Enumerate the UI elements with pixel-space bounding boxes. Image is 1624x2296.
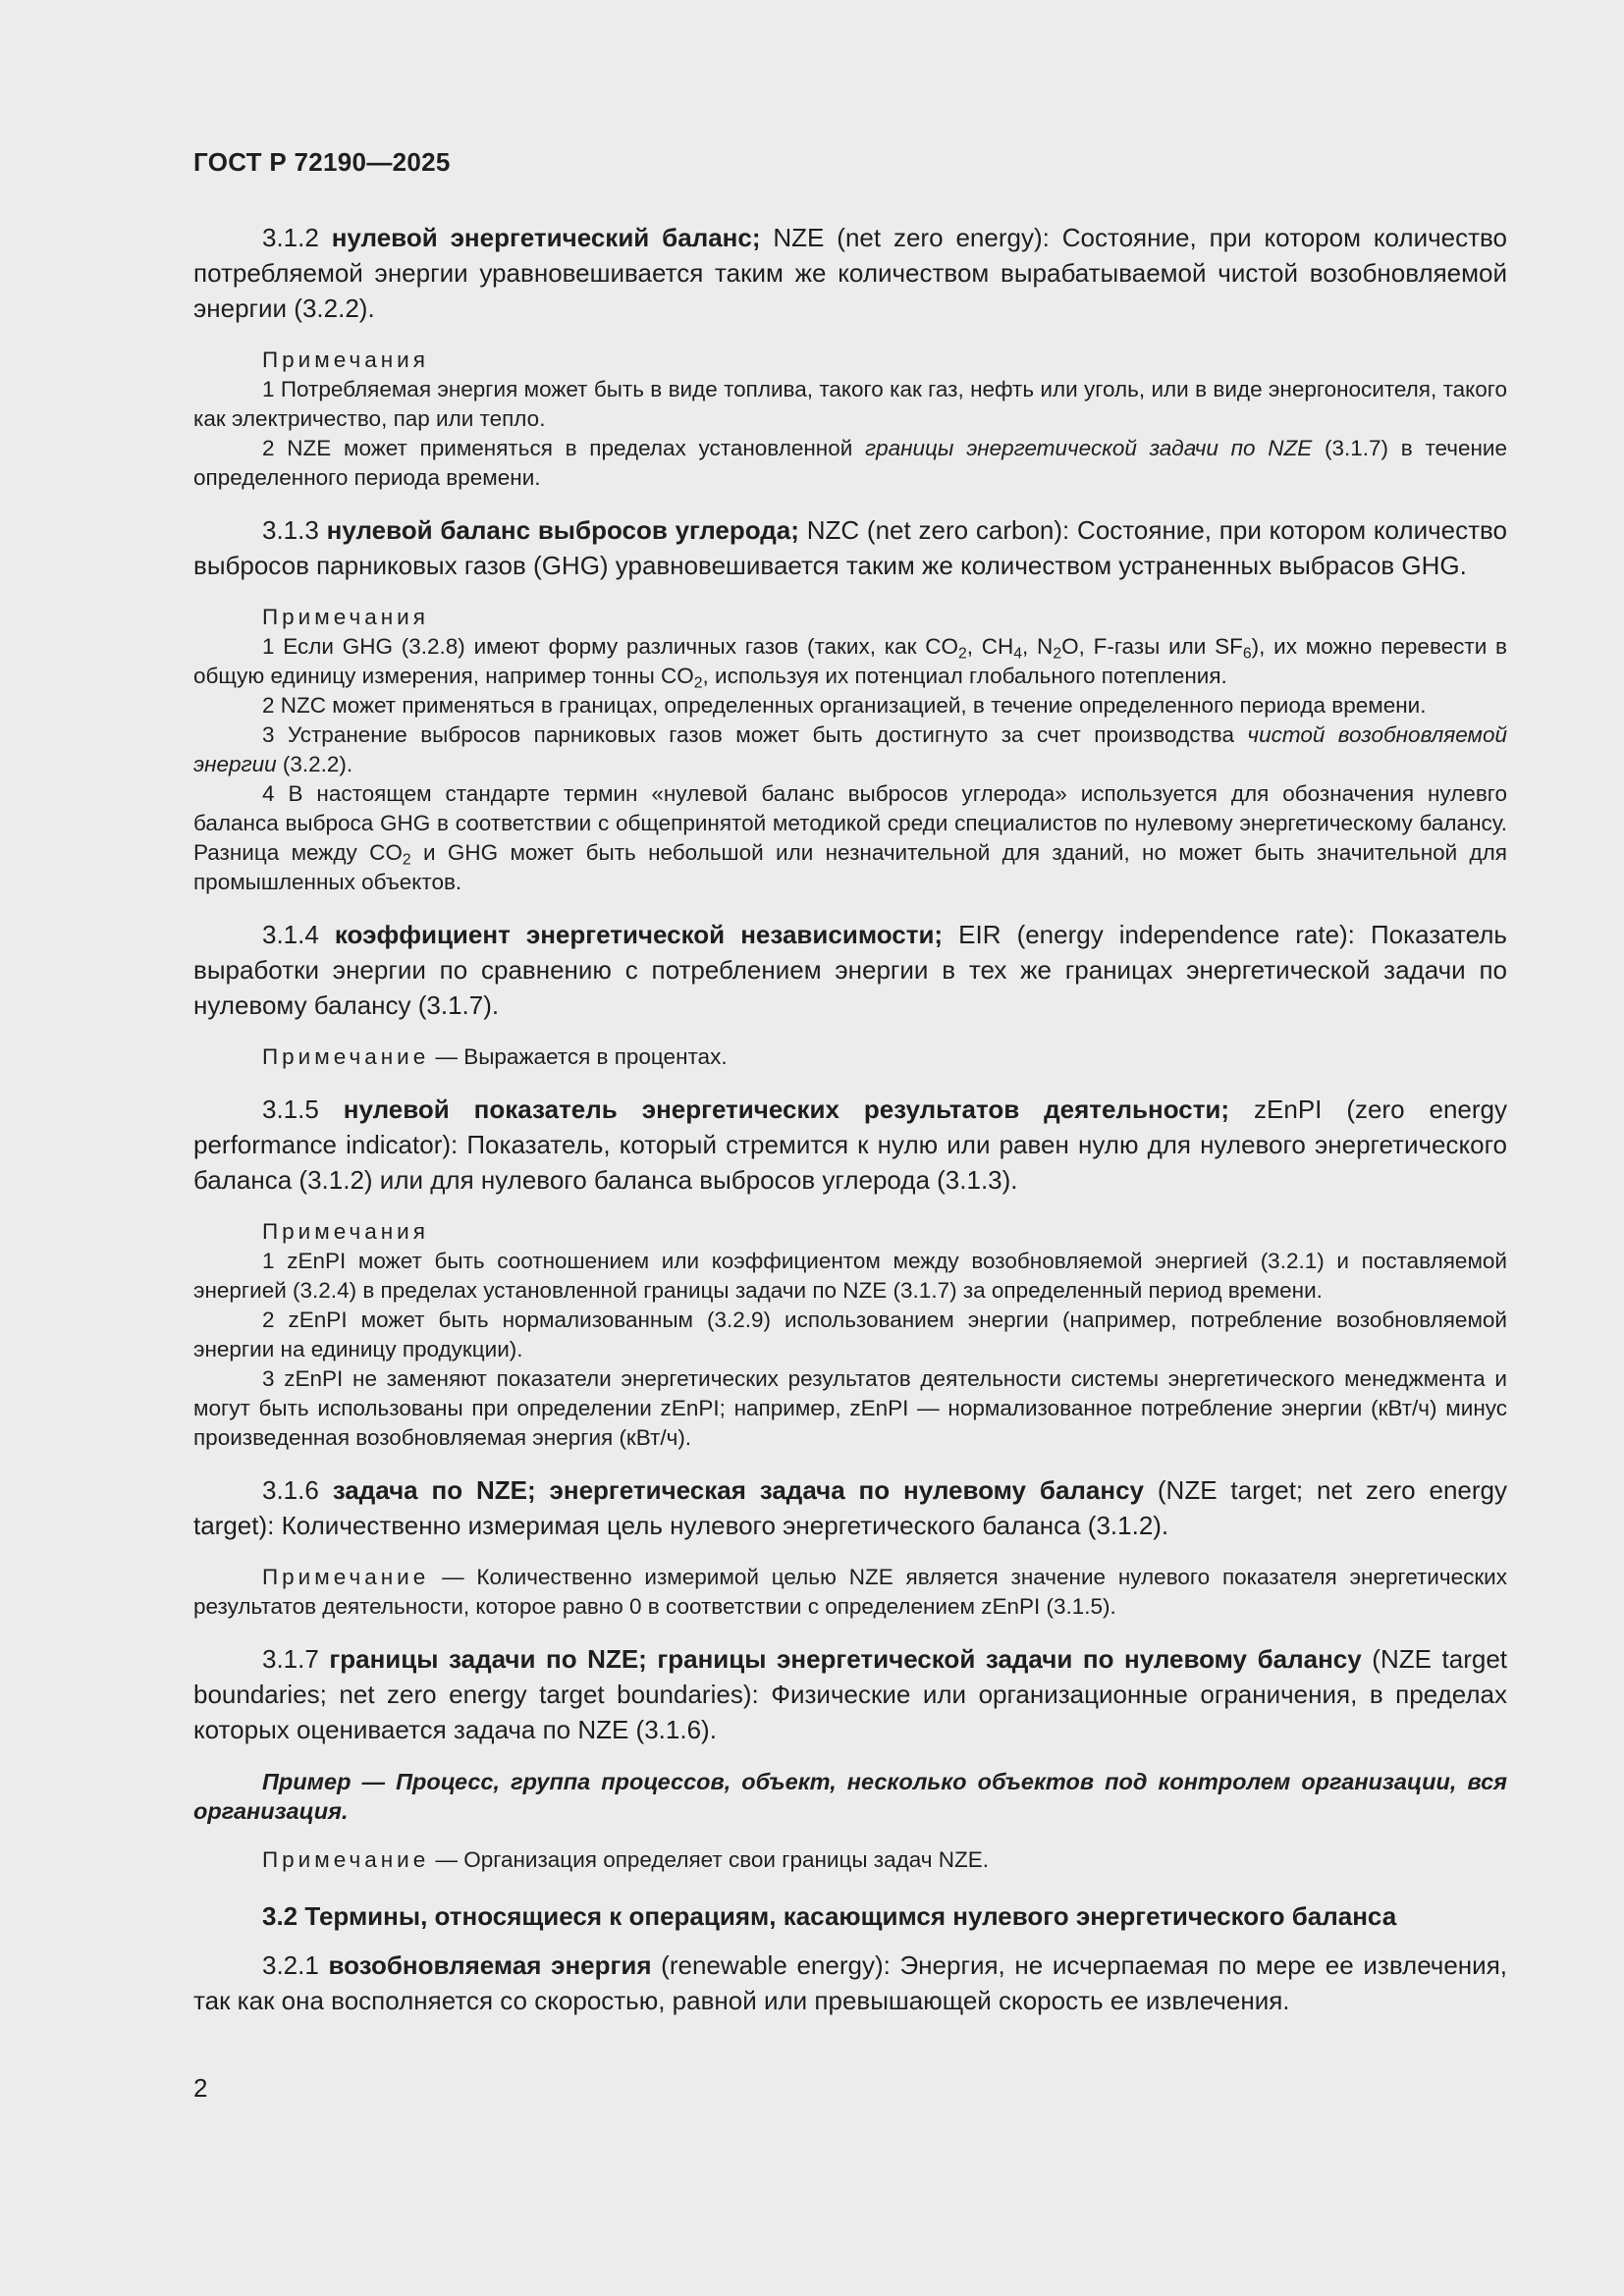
term-name: коэффициент энергетической независимости; [334,920,944,949]
term-name: нулевой энергетический баланс; [331,223,761,252]
term-definition: (NZE target; net zero energy target): Количественно измеримая цель нулевого энергетического баланса (3.1.2). [193,1475,1507,1540]
note-1: 1 zEnPI может быть соотношением или коэффициентом между возобновляемой энергией (3.2.1) и поставляемой энергией (3.2.4) в пределах установленной границы задачи по NZE (3.1.7) за определенный период времени. [193,1249,1507,1303]
notes-heading: Примечания [262,347,429,372]
notes-heading: Примечания [262,605,429,629]
note-3-1-4: Примечание — Выражается в процентах. [262,1044,728,1069]
term-number: 3.1.7 [262,1644,330,1674]
page-content [193,220,1507,2038]
term-3-1-7 [193,1641,1507,1747]
term-number: 3.1.4 [262,920,335,949]
term-name: границы задачи по NZE; границы энергетической задачи по нулевому балансу [329,1644,1362,1674]
term-3-2-1 [193,1948,1507,2018]
notes-3-1-3 [193,603,1507,897]
term-3-1-2 [193,220,1507,326]
term-3-1-3 [193,512,1507,583]
note-4: 4 В настоящем стандарте термин «нулевой баланс выбросов углерода» используется для обозначения нулевго баланса выброса GHG в соответствии с общепринятой методикой среди специалистов по нулевому энергетическому балансу. Разница между $CO_2$ и GHG может быть небольшой или незначительной для зданий, но может быть значительной для промышленных объектов. [193,781,1507,894]
term-number: 3.1.3 [262,515,327,545]
notes-heading: Примечания [262,1219,429,1244]
note-1: 1 Если GHG (3.2.8) имеют форму различных газов (таких, как $CO_2$, $CH_4$, $N_2O$, F-газы или $SF_6$), их можно перевести в общую единицу измерения, например тонны $CO_2$, используя их потенциал глобального потепления. [193,634,1507,692]
term-definition: (NZE target boundaries; net zero energy target boundaries): Физические или организационные ограничения, в пределах которых оценивается задача по NZE (3.1.6). [193,1644,1508,1744]
term-3-1-6 [193,1472,1507,1543]
note-3: 3 Устранение выбросов парниковых газов может быть достигнуто за счет производства чистой возобновляемой энергии (3.2.2). [193,722,1507,776]
note-1: 1 Потребляемая энергия может быть в виде топлива, такого как газ, нефть или уголь, или в виде энергоносителя, такого как электричество, пар или тепло. [193,377,1507,431]
example-3-1-7: Пример — Процесс, группа процессов, объект, несколько объектов под контролем организации, вся организация. [193,1769,1507,1824]
note-2: 2 NZE может применяться в пределах установленной границы энергетической задачи по NZE (3.1.7) в течение определенного периода времени. [193,436,1508,490]
term-name: нулевой показатель энергетических результатов деятельности; [343,1095,1230,1124]
notes-3-1-5 [193,1217,1507,1453]
term-number: 3.1.5 [262,1095,344,1124]
note-3: 3 zEnPI не заменяют показатели энергетических результатов деятельности системы энергетического менеджмента и могут быть использованы при определении zEnPI; например, zEnPI — нормализованное потребление энергии (кВт/ч) минус произведенная возобновляемая энергия (кВт/ч). [193,1366,1507,1450]
term-number: 3.2.1 [262,1950,329,1980]
term-name: задача по NZE; энергетическая задача по нулевому балансу [332,1475,1145,1505]
term-3-1-4 [193,917,1507,1023]
term-number: 3.1.6 [262,1475,333,1505]
page-number: 2 [193,2073,208,2103]
term-definition: NZE (net zero energy): Состояние, при котором количество потребляемой энергии уравновешивается таким же количеством вырабатываемой чистой возобновляемой энергии (3.2.2). [193,223,1507,323]
term-name: нулевой баланс выбросов углерода; [326,515,799,545]
note-2: 2 NZC может применяться в границах, определенных организацией, в течение определенного периода времени. [262,693,1427,718]
term-definition: NZC (net zero carbon): Состояние, при котором количество выбросов парниковых газов (GHG) уравновешивается таким же количеством устраненных выбрасов GHG. [193,515,1507,580]
note-2: 2 zEnPI может быть нормализованным (3.2.9) использованием энергии (например, потребление возобновляемой энергии на единицу продукции). [193,1308,1507,1362]
section-heading-3-2: 3.2 Термины, относящиеся к операциям, касающимся нулевого энергетического баланса [262,1901,1397,1931]
note-3-1-7: Примечание — Организация определяет свои границы задач NZE. [262,1847,989,1872]
term-definition: zEnPI (zero energy performance indicator): Показатель, который стремится к нулю или равен нулю для нулевого энергетического баланса (3.1.2) или для нулевого баланса выбросов углерода (3.1.3). [193,1095,1507,1195]
term-3-1-5 [193,1092,1507,1198]
term-number: 3.1.2 [262,223,332,252]
term-name: возобновляемая энергия [328,1950,652,1980]
page-header: ГОСТ Р 72190—2025 [193,147,451,177]
term-definition: EIR (energy independence rate): Показатель выработки энергии по сравнению с потреблением энергии в тех же границах энергетической задачи по нулевому балансу (3.1.7). [193,920,1507,1020]
notes-3-1-2 [193,346,1507,493]
term-definition: (renewable energy): Энергия, не исчерпаемая по мере ее извлечения, так как она восполняется со скоростью, равной или превышающей скорость ее извлечения. [193,1950,1507,2015]
note-3-1-6: Примечание — Количественно измеримой целью NZE является значение нулевого показателя энергетических результатов деятельности, которое равно 0 в соответствии с определением zEnPI (3.1.5). [193,1565,1507,1619]
